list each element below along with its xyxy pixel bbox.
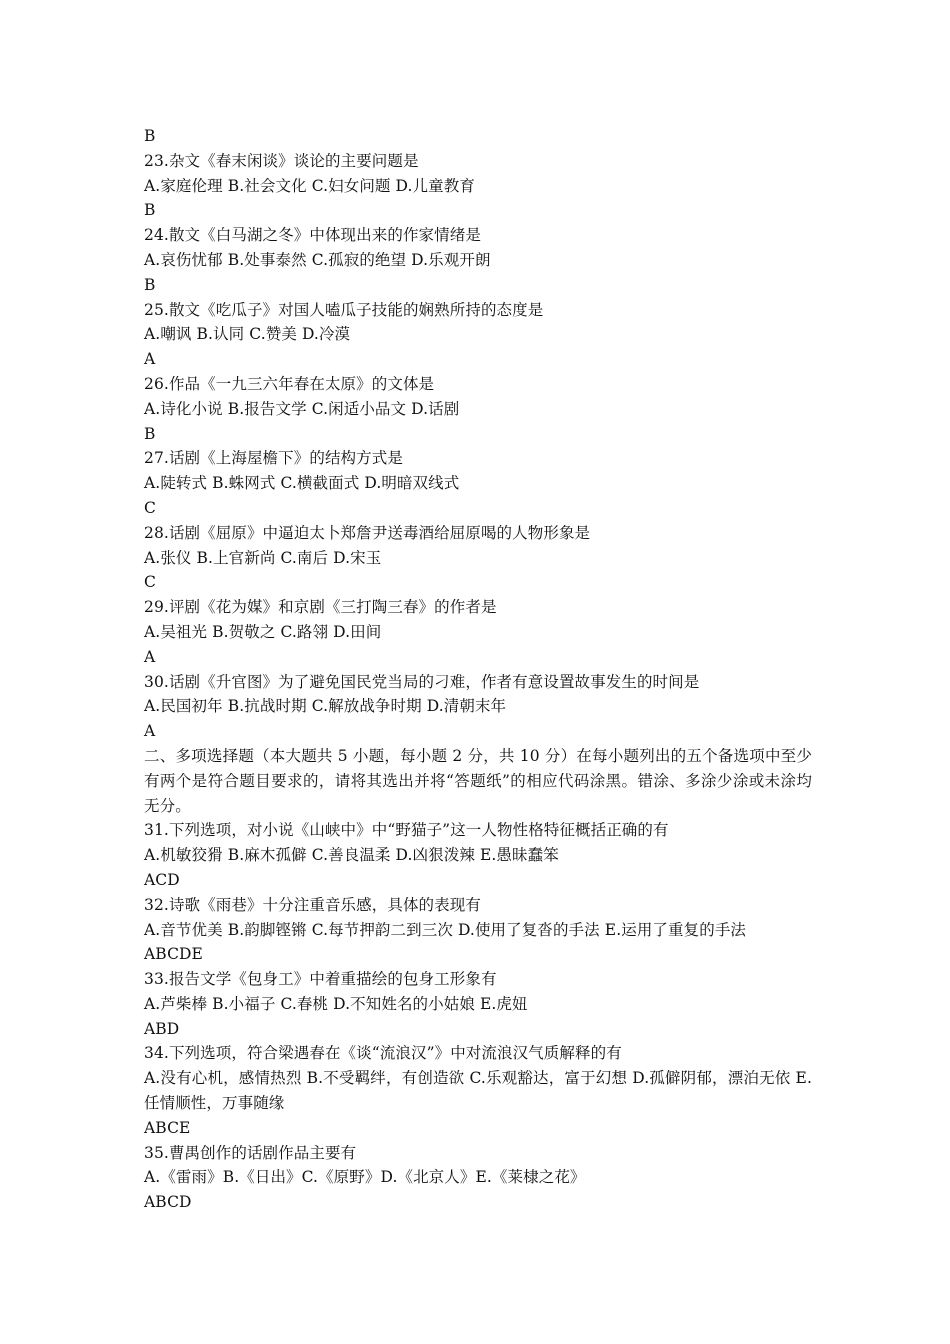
answer-31: ACD bbox=[144, 870, 180, 889]
question-24: 24.散文《白马湖之冬》中体现出来的作家情绪是 bbox=[144, 226, 481, 245]
answer-27: C bbox=[144, 498, 156, 517]
answer-28: C bbox=[144, 573, 156, 592]
options-25: A.嘲讽 B.认同 C.赞美 D.冷漠 bbox=[144, 325, 351, 344]
options-28: A.张仪 B.上官新尚 C.南后 D.宋玉 bbox=[144, 548, 382, 567]
answer-24: B bbox=[144, 275, 156, 294]
answer-33: ABD bbox=[144, 1019, 180, 1038]
question-23: 23.杂文《春末闲谈》谈论的主要问题是 bbox=[144, 151, 419, 170]
options-27: A.陡转式 B.蛛网式 C.横截面式 D.明暗双线式 bbox=[144, 474, 460, 493]
options-33: A.芦柴棒 B.小福子 C.春桃 D.不知姓名的小姑娘 E.虎妞 bbox=[144, 994, 528, 1013]
question-29: 29.评剧《花为媒》和京剧《三打陶三春》的作者是 bbox=[144, 598, 497, 617]
question-25: 25.散文《吃瓜子》对国人嗑瓜子技能的娴熟所持的态度是 bbox=[144, 300, 544, 319]
options-26: A.诗化小说 B.报告文学 C.闲适小品文 D.话剧 bbox=[144, 399, 460, 418]
options-30: A.民国初年 B.抗战时期 C.解放战争时期 D.清朝末年 bbox=[144, 697, 507, 716]
document-page bbox=[144, 124, 812, 1215]
options-31: A.机敏狡猾 B.麻木孤僻 C.善良温柔 D.凶狠泼辣 E.愚昧蠢笨 bbox=[144, 846, 559, 865]
question-31: 31.下列选项，对小说《山峡中》中“野猫子”这一人物性格特征概括正确的有 bbox=[144, 821, 669, 840]
question-28: 28.话剧《屈原》中逼迫太卜郑詹尹送毒酒给屈原喝的人物形象是 bbox=[144, 523, 591, 542]
answer-25: A bbox=[144, 350, 156, 369]
question-35: 35.曹禺创作的话剧作品主要有 bbox=[144, 1143, 357, 1162]
answer-22: B bbox=[144, 127, 156, 145]
answer-23: B bbox=[144, 201, 156, 220]
options-34: A.没有心机，感情热烈 B.不受羁绊，有创造欲 C.乐观豁达，富于幻想 D.孤僻阴郁，漂泊无依 E.任情顺性，万事随缘 bbox=[144, 1069, 812, 1113]
question-30: 30.话剧《升官图》为了避免国民党当局的刁难，作者有意设置故事发生的时间是 bbox=[144, 672, 700, 691]
question-33: 33.报告文学《包身工》中着重描绘的包身工形象有 bbox=[144, 970, 497, 989]
question-26: 26.作品《一九三六年春在太原》的文体是 bbox=[144, 374, 435, 393]
section-heading-multiple-choice: 二、多项选择题（本大题共 5 小题，每小题 2 分，共 10 分）在每小题列出的五个备选项中至少有两个是符合题目要求的，请将其选出并将“答题纸”的相应代码涂黑。错涂、多涂少涂或未涂均无分。 bbox=[144, 746, 812, 815]
answer-32: ABCDE bbox=[144, 945, 203, 964]
question-32: 32.诗歌《雨巷》十分注重音乐感，具体的表现有 bbox=[144, 895, 481, 914]
options-23: A.家庭伦理 B.社会文化 C.妇女问题 D.儿童教育 bbox=[144, 176, 475, 195]
question-34: 34.下列选项，符合梁遇春在《谈“流浪汉”》中对流浪汉气质解释的有 bbox=[144, 1044, 622, 1063]
answer-35: ABCD bbox=[144, 1193, 192, 1212]
options-29: A.吴祖光 B.贺敬之 C.路翎 D.田间 bbox=[144, 622, 382, 641]
question-27: 27.话剧《上海屋檐下》的结构方式是 bbox=[144, 449, 403, 468]
options-35: A.《雷雨》B.《日出》C.《原野》D.《北京人》E.《莱棣之花》 bbox=[144, 1168, 586, 1187]
options-32: A.音节优美 B.韵脚铿锵 C.每节押韵二到三次 D.使用了复沓的手法 E.运用了重复的手法 bbox=[144, 920, 747, 939]
answer-29: A bbox=[144, 647, 156, 666]
options-24: A.哀伤忧郁 B.处事泰然 C.孤寂的绝望 D.乐观开朗 bbox=[144, 250, 491, 269]
answer-26: B bbox=[144, 424, 156, 443]
answer-34: ABCE bbox=[144, 1118, 191, 1137]
answer-30: A bbox=[144, 722, 156, 741]
